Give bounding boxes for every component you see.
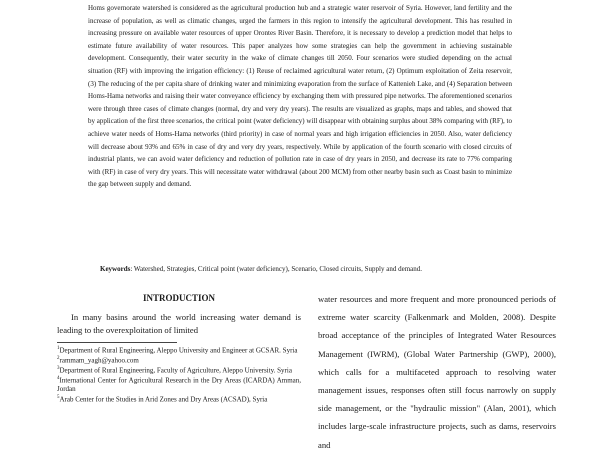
footnote-2	[57, 355, 301, 365]
abstract	[88, 2, 512, 191]
footnote-1	[57, 345, 301, 355]
footnote-5	[57, 394, 301, 404]
introduction-paragraph: In many basins around the world increasing water demand is leading to the overexploitation of limited	[57, 311, 301, 335]
footnote-5-text: Arab Center for the Studies in Arid Zones and Dry Areas (ACSAD), Syria	[59, 395, 268, 404]
footnote-2-mark: 2	[57, 355, 60, 361]
keywords	[100, 264, 520, 274]
keywords-label: Keywords	[100, 265, 131, 273]
keywords-text: : Watershed, Strategies, Critical point (water deficiency), Scenario, Closed circuits, Supply and demand.	[130, 265, 423, 273]
footnote-3	[57, 365, 301, 375]
footnote-2-text: rammam_yagh@yahoo.com	[59, 355, 139, 364]
right-column-text: water resources and more frequent and more pronounced periods of extreme water scarcity (Falkenmark and Molden, 2008). Despite broad acceptance of the principles of Integrated Water Resources Management (IWRM), (Global Water Partnership (GWP), 2000), which calls for a multifaceted approach to resolving water management issues, responses often still focus narrowly on supply side management, or the "hydraulic mission" (Alan, 2001), which includes large-scale infrastructure projects, such as dams, reservoirs and	[318, 294, 556, 450]
footnote-4-text: International Center for Agricultural Research in the Dry Areas (ICARDA) Amman, Jordan	[57, 376, 301, 393]
footnote-4	[57, 375, 301, 394]
footnote-divider	[57, 342, 177, 343]
introduction-heading: INTRODUCTION	[142, 293, 215, 303]
footnote-3-text: Department of Rural Engineering, Faculty of Agriculture, Aleppo University. Syria	[59, 366, 292, 375]
abstract-text: Homs governorate watershed is considered as the agricultural production hub and a strategic water reservoir of Syria. However, land fertility and the increase of population, as well as climatic changes, urged the farmers in this region to intensify the agricultural development. This has resulted in increasing pressure on available water resources of upper Orontes River Basin. Therefore, it is necessary to develop a prediction model that helps to estimate future availability of water resources. This paper analyzes how some strategies can help the government in achieving sustainable development. Consequently, their water security in the wake of climate changes till 2050. Four scenarios were studied depending on the actual situation (RF) with improving the irrigation efficiency: (1) Reuse of reclaimed agricultural water return, (2) Optimum exploitation of Zeita reservoir, (3) The reducing of the per capita share of drinking water and minimizing evaporation from the surface of Kattenieh Lake, and (4) Separation between Homs-Hama networks and raising their water conveyance efficiency by exchanging them with pressured pipe networks. The aforementioned scenarios were through three cases of climate changes (normal, dry and very dry years). The results are visualized as graphs, maps and tables, and showed that by application of the first three scenarios, the critical point (water deficiency) will disappear with obtaining surplus about 38% comparing with (RF), to achieve water needs of Homs-Hama networks (third priority) in case of normal years and high irrigation efficiencies in 2050. Also, water deficiency will decrease about 93% and 65% in case of dry and very dry years, respectively. While by application of the fourth scenario with closed circuits of industrial plants, we can avoid water deficiency and reduction of pollution rate in case of dry years in 2050, and decrease its rate to 77% comparing with (RF) in case of very dry years. This will necessitate water withdrawal (about 200 MCM) from other nearby basin such as Coast basin to minimize the gap between supply and demand.	[88, 4, 512, 189]
right-column	[318, 290, 556, 454]
footnote-1-mark: 1	[57, 345, 60, 351]
left-column	[57, 292, 301, 404]
footnote-3-mark: 3	[57, 365, 60, 371]
footnote-4-mark: 4	[57, 375, 60, 381]
footnote-5-mark: 5	[57, 394, 60, 400]
footnote-1-text: Department of Rural Engineering, Aleppo University and Engineer at GCSAR. Syria	[59, 345, 298, 354]
